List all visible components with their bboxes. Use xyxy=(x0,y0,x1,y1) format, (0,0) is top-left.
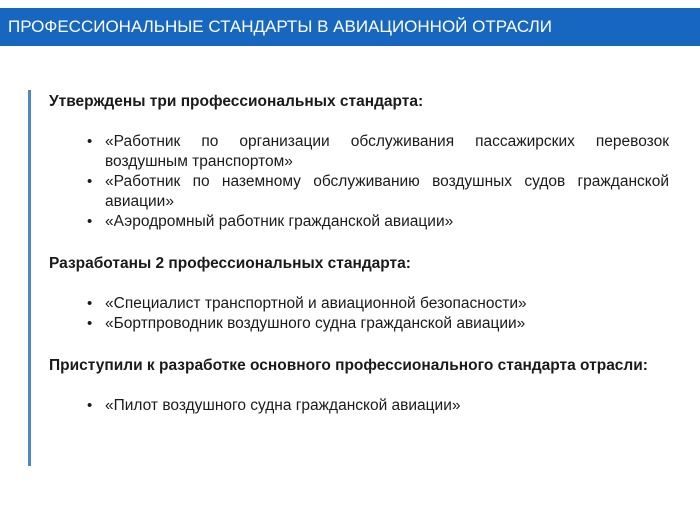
list-item xyxy=(49,212,669,232)
list-item xyxy=(49,294,669,314)
title-bar xyxy=(0,8,700,46)
bullet-icon: • xyxy=(87,213,93,230)
section-heading: Разработаны 2 профессиональных стандарта: xyxy=(49,255,411,272)
list-item-text: «Аэродромный работник гражданской авиации» xyxy=(105,213,454,230)
section-approved xyxy=(49,92,669,232)
section-developed xyxy=(49,254,669,334)
accent-line xyxy=(28,90,31,466)
bullet-icon: • xyxy=(87,173,93,190)
section-heading: Приступили к разработке основного профессионального стандарта отрасли: xyxy=(49,357,648,374)
list-item-text: «Работник по наземному обслуживанию воздушных судов гражданской авиации» xyxy=(105,173,669,210)
bullet-list xyxy=(49,396,669,416)
bullet-icon: • xyxy=(87,315,93,332)
slide-title: ПРОФЕССИОНАЛЬНЫЕ СТАНДАРТЫ В АВИАЦИОННОЙ ОТРАСЛИ xyxy=(8,17,552,36)
content-area xyxy=(49,92,669,416)
list-item xyxy=(49,314,669,334)
bullet-list xyxy=(49,132,669,232)
list-item xyxy=(49,396,669,416)
bullet-icon: • xyxy=(87,397,93,414)
list-item xyxy=(49,132,669,172)
section-started xyxy=(49,356,669,416)
list-item-text: «Специалист транспортной и авиационной безопасности» xyxy=(105,295,527,312)
list-item xyxy=(49,172,669,212)
bullet-icon: • xyxy=(87,133,93,150)
list-item-text: «Пилот воздушного судна гражданской авиации» xyxy=(105,397,461,414)
list-item-text: «Работник по организации обслуживания пассажирских перевозок воздушным транспортом» xyxy=(105,133,669,170)
bullet-list xyxy=(49,294,669,334)
section-heading: Утверждены три профессиональных стандарта: xyxy=(49,93,424,110)
list-item-text: «Бортпроводник воздушного судна гражданской авиации» xyxy=(105,315,526,332)
bullet-icon: • xyxy=(87,295,93,312)
